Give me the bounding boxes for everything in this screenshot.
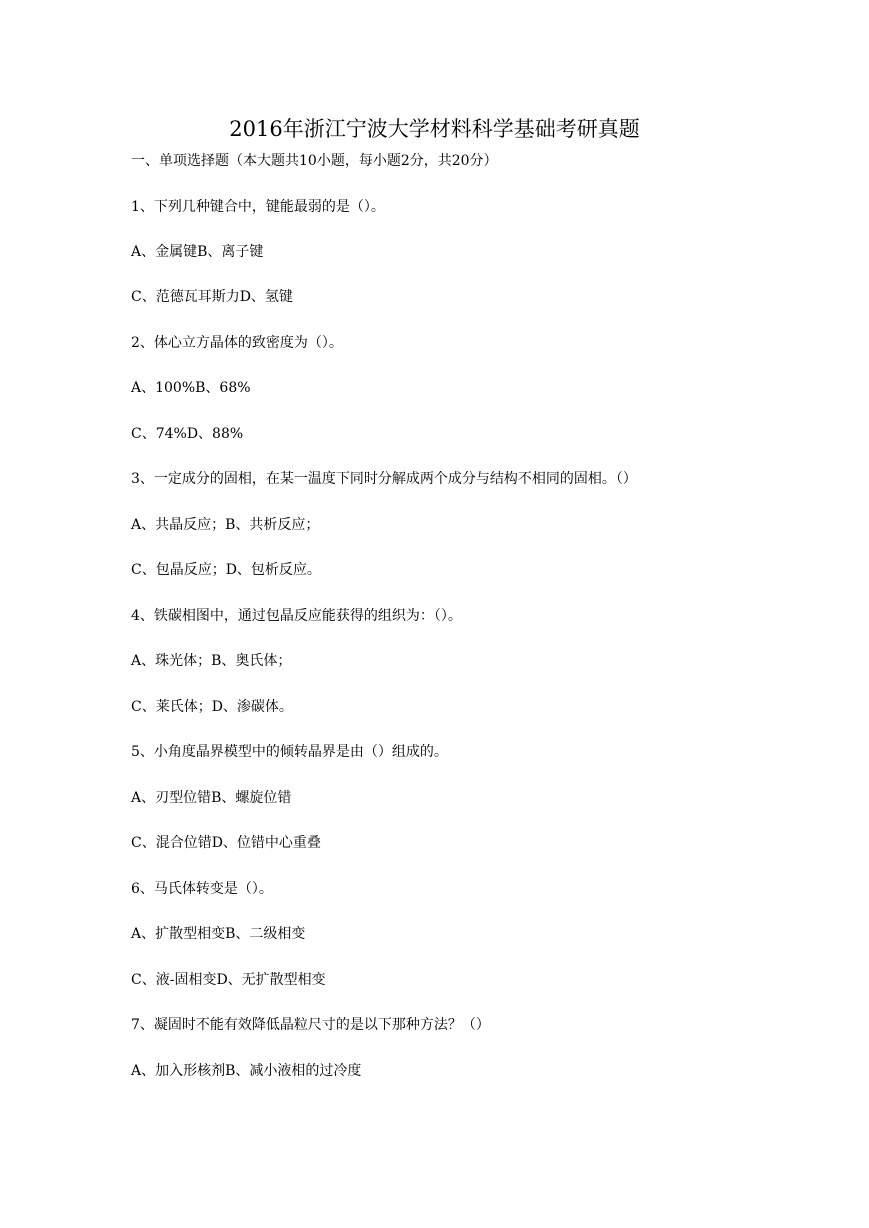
question-4: 4、铁碳相图中，通过包晶反应能获得的组织为：（）。 [131, 608, 462, 624]
question-7: 7、凝固时不能有效降低晶粒尺寸的是以下那种方法？（） [131, 1017, 490, 1033]
question-1-options-ab: A、金属键B、离子键 [131, 244, 264, 260]
question-6: 6、马氏体转变是（）。 [131, 881, 273, 897]
question-2-options-cd: C、74%D、88% [131, 426, 244, 442]
question-4-options-ab: A、珠光体；B、奥氏体； [131, 653, 292, 669]
question-3-options-ab: A、共晶反应；B、共析反应； [131, 517, 320, 533]
question-5-options-cd: C、混合位错D、位错中心重叠 [131, 835, 321, 851]
question-5: 5、小角度晶界模型中的倾转晶界是由（）组成的。 [131, 744, 448, 760]
question-3: 3、一定成分的固相，在某一温度下同时分解成两个成分与结构不相同的固相。（） [131, 471, 637, 487]
question-6-options-cd: C、液-固相变D、无扩散型相变 [131, 972, 326, 988]
document-title: 2016年浙江宁波大学材料科学基础考研真题 [229, 117, 640, 141]
question-1-options-cd: C、范德瓦耳斯力D、氢键 [131, 289, 293, 305]
question-3-options-cd: C、包晶反应；D、包析反应。 [131, 562, 321, 578]
question-2: 2、体心立方晶体的致密度为（）。 [131, 335, 343, 351]
section-heading: 一、单项选择题（本大题共10小题，每小题2分，共20分） [131, 153, 498, 169]
question-2-options-ab: A、100%B、68% [131, 380, 251, 396]
question-5-options-ab: A、刃型位错B、螺旋位错 [131, 790, 292, 806]
question-6-options-ab: A、扩散型相变B、二级相变 [131, 926, 306, 942]
question-4-options-cd: C、莱氏体；D、渗碳体。 [131, 699, 293, 715]
question-1: 1、下列几种键合中，键能最弱的是（）。 [131, 199, 385, 215]
question-7-options-ab: A、加入形核剂B、减小液相的过冷度 [131, 1063, 362, 1079]
